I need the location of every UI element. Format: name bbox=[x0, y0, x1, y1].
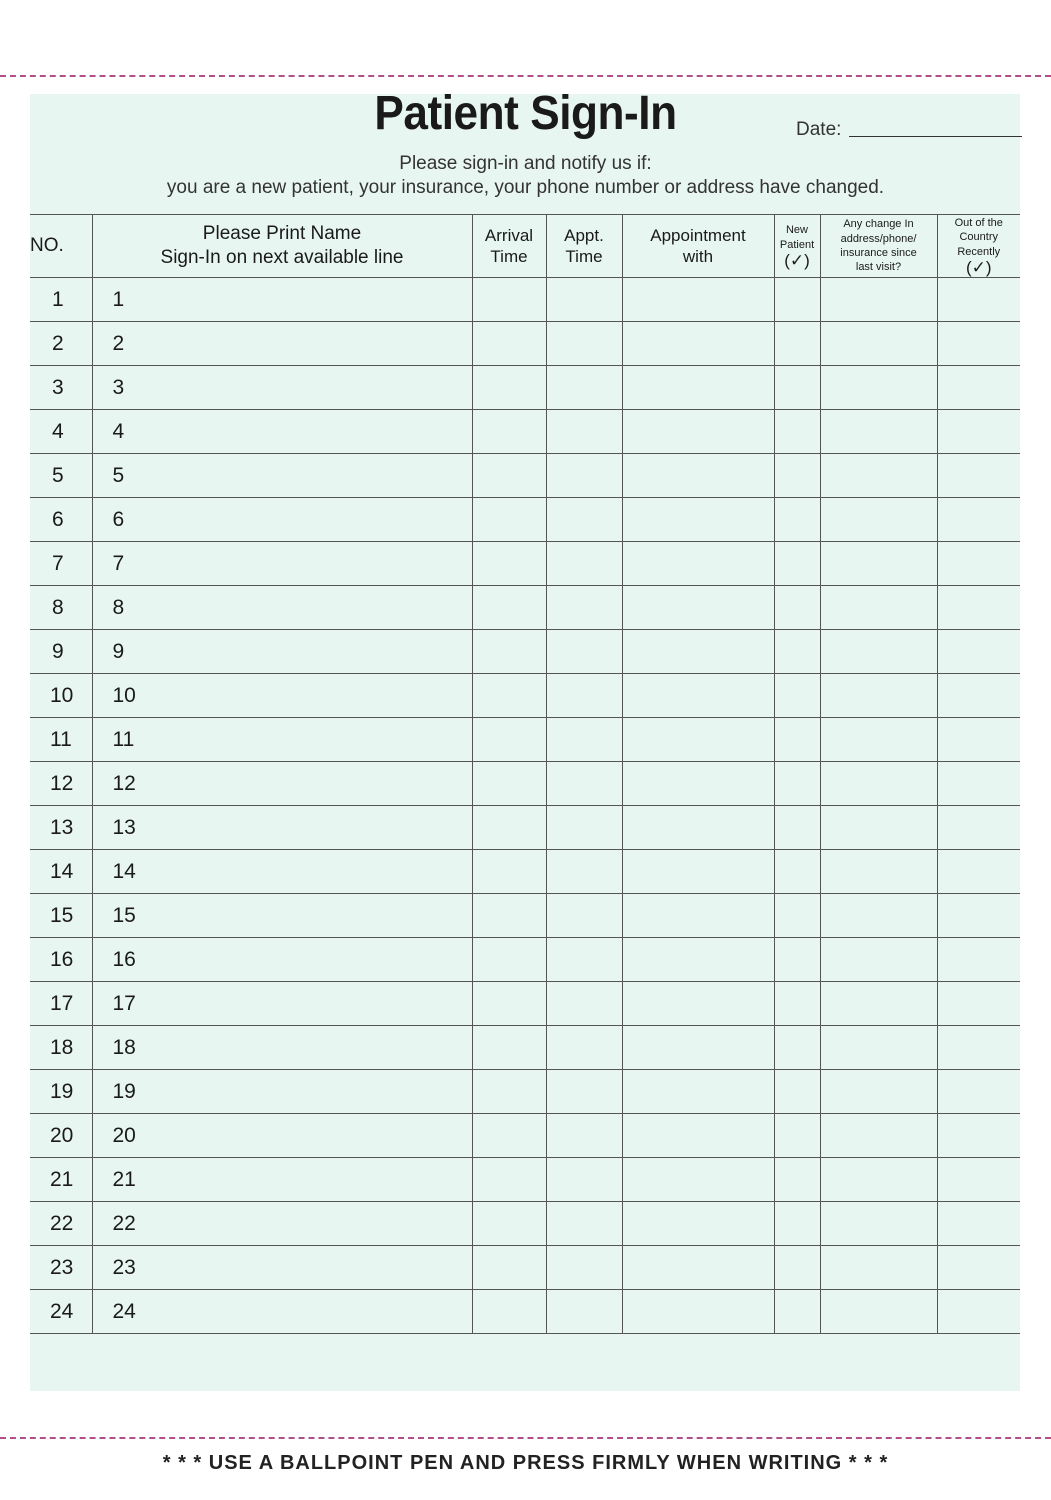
arrival-time-field[interactable] bbox=[472, 498, 546, 542]
new-patient-checkbox[interactable] bbox=[774, 1202, 820, 1246]
appointment-with-field[interactable] bbox=[622, 1246, 774, 1290]
any-change-checkbox[interactable] bbox=[820, 718, 937, 762]
row-number: 17 bbox=[30, 982, 92, 1026]
any-change-checkbox[interactable] bbox=[820, 410, 937, 454]
table-row bbox=[30, 1246, 1020, 1290]
out-of-country-checkbox[interactable] bbox=[937, 322, 1020, 366]
arrival-time-field[interactable] bbox=[472, 410, 546, 454]
row-number: 22 bbox=[30, 1202, 92, 1246]
appt-time-field[interactable] bbox=[546, 322, 622, 366]
name-field[interactable]: 3 bbox=[92, 366, 472, 410]
row-number: 23 bbox=[30, 1246, 92, 1290]
row-number: 6 bbox=[30, 498, 92, 542]
appt-time-field[interactable] bbox=[546, 1290, 622, 1334]
row-number: 19 bbox=[30, 1070, 92, 1114]
new-patient-checkbox[interactable] bbox=[774, 1290, 820, 1334]
any-change-checkbox[interactable] bbox=[820, 498, 937, 542]
table-row bbox=[30, 850, 1020, 894]
table-row bbox=[30, 1026, 1020, 1070]
appt-time-field[interactable] bbox=[546, 410, 622, 454]
new-patient-checkbox[interactable] bbox=[774, 1026, 820, 1070]
name-field[interactable]: 11 bbox=[92, 718, 472, 762]
appointment-with-field[interactable] bbox=[622, 1158, 774, 1202]
appointment-with-field[interactable] bbox=[622, 938, 774, 982]
appt-time-field[interactable] bbox=[546, 718, 622, 762]
arrival-time-field[interactable] bbox=[472, 894, 546, 938]
table-row bbox=[30, 762, 1020, 806]
name-field[interactable]: 21 bbox=[92, 1158, 472, 1202]
new-patient-checkbox[interactable] bbox=[774, 498, 820, 542]
table-row bbox=[30, 322, 1020, 366]
arrival-time-field[interactable] bbox=[472, 982, 546, 1026]
appointment-with-field[interactable] bbox=[622, 1114, 774, 1158]
out-of-country-checkbox[interactable] bbox=[937, 366, 1020, 410]
name-field[interactable]: 2 bbox=[92, 322, 472, 366]
appt-time-field[interactable] bbox=[546, 806, 622, 850]
table-row bbox=[30, 630, 1020, 674]
appt-time-field[interactable] bbox=[546, 366, 622, 410]
col-header-appt-time: Appt. Time bbox=[546, 215, 622, 278]
new-patient-checkbox[interactable] bbox=[774, 542, 820, 586]
out-of-country-checkbox[interactable] bbox=[937, 498, 1020, 542]
appt-time-field[interactable] bbox=[546, 586, 622, 630]
table-row bbox=[30, 674, 1020, 718]
appointment-with-field[interactable] bbox=[622, 982, 774, 1026]
arrival-time-field[interactable] bbox=[472, 1290, 546, 1334]
appointment-with-field[interactable] bbox=[622, 718, 774, 762]
out-of-country-checkbox[interactable] bbox=[937, 586, 1020, 630]
any-change-checkbox[interactable] bbox=[820, 1202, 937, 1246]
arrival-time-field[interactable] bbox=[472, 1246, 546, 1290]
row-number: 24 bbox=[30, 1290, 92, 1334]
name-field[interactable]: 19 bbox=[92, 1070, 472, 1114]
appt-time-field[interactable] bbox=[546, 1158, 622, 1202]
any-change-checkbox[interactable] bbox=[820, 454, 937, 498]
col-header-arrival-time: Arrival Time bbox=[472, 215, 546, 278]
any-change-checkbox[interactable] bbox=[820, 674, 937, 718]
arrival-time-field[interactable] bbox=[472, 1070, 546, 1114]
new-patient-checkbox[interactable] bbox=[774, 718, 820, 762]
row-number: 13 bbox=[30, 806, 92, 850]
row-number: 11 bbox=[30, 718, 92, 762]
any-change-checkbox[interactable] bbox=[820, 1070, 937, 1114]
appointment-with-field[interactable] bbox=[622, 806, 774, 850]
new-patient-checkbox[interactable] bbox=[774, 1070, 820, 1114]
appt-time-field[interactable] bbox=[546, 1070, 622, 1114]
out-of-country-checkbox[interactable] bbox=[937, 850, 1020, 894]
appt-time-field[interactable] bbox=[546, 938, 622, 982]
arrival-time-field[interactable] bbox=[472, 806, 546, 850]
table-row bbox=[30, 454, 1020, 498]
arrival-time-field[interactable] bbox=[472, 1202, 546, 1246]
appointment-with-field[interactable] bbox=[622, 586, 774, 630]
bottom-perforation-line bbox=[0, 1437, 1051, 1439]
arrival-time-field[interactable] bbox=[472, 718, 546, 762]
out-of-country-checkbox[interactable] bbox=[937, 718, 1020, 762]
appt-time-field[interactable] bbox=[546, 1202, 622, 1246]
footer-instruction: * * * USE A BALLPOINT PEN AND PRESS FIRMLY WHEN WRITING * * * bbox=[162, 1452, 889, 1474]
appt-time-field[interactable] bbox=[546, 674, 622, 718]
row-number: 12 bbox=[30, 762, 92, 806]
out-of-country-checkbox[interactable] bbox=[937, 1202, 1020, 1246]
table-row bbox=[30, 718, 1020, 762]
table-row bbox=[30, 1114, 1020, 1158]
new-patient-checkbox[interactable] bbox=[774, 1114, 820, 1158]
out-of-country-checkbox[interactable] bbox=[937, 542, 1020, 586]
name-field[interactable]: 7 bbox=[92, 542, 472, 586]
table-row bbox=[30, 806, 1020, 850]
row-number: 20 bbox=[30, 1114, 92, 1158]
name-field[interactable]: 12 bbox=[92, 762, 472, 806]
name-field[interactable]: 16 bbox=[92, 938, 472, 982]
appointment-with-field[interactable] bbox=[622, 850, 774, 894]
row-number: 15 bbox=[30, 894, 92, 938]
appointment-with-field[interactable] bbox=[622, 410, 774, 454]
top-perforation-line bbox=[0, 75, 1051, 77]
out-of-country-checkbox[interactable] bbox=[937, 1290, 1020, 1334]
col-header-out-of-country: Out of the Country Recently (✓) bbox=[937, 215, 1020, 278]
any-change-checkbox[interactable] bbox=[820, 1026, 937, 1070]
row-number: 1 bbox=[30, 278, 92, 322]
out-of-country-checkbox[interactable] bbox=[937, 674, 1020, 718]
any-change-checkbox[interactable] bbox=[820, 1114, 937, 1158]
new-patient-checkbox[interactable] bbox=[774, 762, 820, 806]
new-patient-checkbox[interactable] bbox=[774, 982, 820, 1026]
col-header-no: NO. bbox=[30, 215, 92, 278]
row-number: 21 bbox=[30, 1158, 92, 1202]
header-row bbox=[30, 215, 1020, 278]
appointment-with-field[interactable] bbox=[622, 454, 774, 498]
new-patient-checkbox[interactable] bbox=[774, 894, 820, 938]
row-number: 8 bbox=[30, 586, 92, 630]
out-of-country-checkbox[interactable] bbox=[937, 630, 1020, 674]
date-field[interactable] bbox=[849, 136, 1022, 137]
appointment-with-field[interactable] bbox=[622, 630, 774, 674]
col-header-new-patient: New Patient (✓) bbox=[774, 215, 820, 278]
arrival-time-field[interactable] bbox=[472, 850, 546, 894]
arrival-time-field[interactable] bbox=[472, 1158, 546, 1202]
out-of-country-checkbox[interactable] bbox=[937, 410, 1020, 454]
out-of-country-checkbox[interactable] bbox=[937, 894, 1020, 938]
row-number: 14 bbox=[30, 850, 92, 894]
out-of-country-checkbox[interactable] bbox=[937, 1246, 1020, 1290]
appt-time-field[interactable] bbox=[546, 1114, 622, 1158]
name-field[interactable]: 6 bbox=[92, 498, 472, 542]
new-patient-checkbox[interactable] bbox=[774, 366, 820, 410]
notice-line-1: Please sign-in and notify us if: bbox=[399, 153, 652, 174]
any-change-checkbox[interactable] bbox=[820, 586, 937, 630]
row-number: 16 bbox=[30, 938, 92, 982]
any-change-checkbox[interactable] bbox=[820, 938, 937, 982]
arrival-time-field[interactable] bbox=[472, 454, 546, 498]
any-change-checkbox[interactable] bbox=[820, 894, 937, 938]
new-patient-checkbox[interactable] bbox=[774, 586, 820, 630]
name-field[interactable]: 24 bbox=[92, 1290, 472, 1334]
name-field[interactable]: 17 bbox=[92, 982, 472, 1026]
appointment-with-field[interactable] bbox=[622, 674, 774, 718]
appt-time-field[interactable] bbox=[546, 630, 622, 674]
name-field[interactable]: 20 bbox=[92, 1114, 472, 1158]
appointment-with-field[interactable] bbox=[622, 542, 774, 586]
appointment-with-field[interactable] bbox=[622, 1026, 774, 1070]
appt-time-field[interactable] bbox=[546, 762, 622, 806]
any-change-checkbox[interactable] bbox=[820, 1246, 937, 1290]
new-patient-checkbox[interactable] bbox=[774, 454, 820, 498]
appt-time-field[interactable] bbox=[546, 1026, 622, 1070]
appointment-with-field[interactable] bbox=[622, 1202, 774, 1246]
appt-time-field[interactable] bbox=[546, 278, 622, 322]
sign-in-table bbox=[30, 214, 1020, 1334]
table-row bbox=[30, 498, 1020, 542]
out-of-country-checkbox[interactable] bbox=[937, 762, 1020, 806]
table-row bbox=[30, 938, 1020, 982]
table-row bbox=[30, 1070, 1020, 1114]
any-change-checkbox[interactable] bbox=[820, 1158, 937, 1202]
new-patient-checkbox[interactable] bbox=[774, 1158, 820, 1202]
arrival-time-field[interactable] bbox=[472, 322, 546, 366]
arrival-time-field[interactable] bbox=[472, 1026, 546, 1070]
any-change-checkbox[interactable] bbox=[820, 1290, 937, 1334]
table-row bbox=[30, 1158, 1020, 1202]
out-of-country-checkbox[interactable] bbox=[937, 278, 1020, 322]
new-patient-checkbox[interactable] bbox=[774, 850, 820, 894]
any-change-checkbox[interactable] bbox=[820, 806, 937, 850]
any-change-checkbox[interactable] bbox=[820, 762, 937, 806]
any-change-checkbox[interactable] bbox=[820, 982, 937, 1026]
row-number: 7 bbox=[30, 542, 92, 586]
form-title: Patient Sign-In bbox=[374, 87, 677, 140]
out-of-country-checkbox[interactable] bbox=[937, 1070, 1020, 1114]
appt-time-field[interactable] bbox=[546, 894, 622, 938]
arrival-time-field[interactable] bbox=[472, 586, 546, 630]
appt-time-field[interactable] bbox=[546, 1246, 622, 1290]
appointment-with-field[interactable] bbox=[622, 1290, 774, 1334]
col-header-name: Please Print Name Sign-In on next available line bbox=[92, 215, 472, 278]
name-field[interactable]: 14 bbox=[92, 850, 472, 894]
out-of-country-checkbox[interactable] bbox=[937, 454, 1020, 498]
appt-time-field[interactable] bbox=[546, 454, 622, 498]
name-field[interactable]: 22 bbox=[92, 1202, 472, 1246]
new-patient-checkbox[interactable] bbox=[774, 630, 820, 674]
table-row bbox=[30, 542, 1020, 586]
row-number: 3 bbox=[30, 366, 92, 410]
out-of-country-checkbox[interactable] bbox=[937, 1114, 1020, 1158]
new-patient-checkbox[interactable] bbox=[774, 1246, 820, 1290]
out-of-country-checkbox[interactable] bbox=[937, 982, 1020, 1026]
row-number: 9 bbox=[30, 630, 92, 674]
out-of-country-checkbox[interactable] bbox=[937, 1026, 1020, 1070]
arrival-time-field[interactable] bbox=[472, 1114, 546, 1158]
appointment-with-field[interactable] bbox=[622, 1070, 774, 1114]
any-change-checkbox[interactable] bbox=[820, 322, 937, 366]
name-field[interactable]: 10 bbox=[92, 674, 472, 718]
arrival-time-field[interactable] bbox=[472, 630, 546, 674]
row-number: 2 bbox=[30, 322, 92, 366]
appointment-with-field[interactable] bbox=[622, 366, 774, 410]
out-of-country-checkbox[interactable] bbox=[937, 1158, 1020, 1202]
name-field[interactable]: 4 bbox=[92, 410, 472, 454]
appt-time-field[interactable] bbox=[546, 982, 622, 1026]
arrival-time-field[interactable] bbox=[472, 938, 546, 982]
row-number: 18 bbox=[30, 1026, 92, 1070]
arrival-time-field[interactable] bbox=[472, 762, 546, 806]
new-patient-checkbox[interactable] bbox=[774, 410, 820, 454]
row-number: 4 bbox=[30, 410, 92, 454]
table-row bbox=[30, 894, 1020, 938]
arrival-time-field[interactable] bbox=[472, 278, 546, 322]
name-field[interactable]: 8 bbox=[92, 586, 472, 630]
appt-time-field[interactable] bbox=[546, 498, 622, 542]
table-row bbox=[30, 982, 1020, 1026]
appt-time-field[interactable] bbox=[546, 850, 622, 894]
any-change-checkbox[interactable] bbox=[820, 850, 937, 894]
arrival-time-field[interactable] bbox=[472, 542, 546, 586]
notice-line-2: you are a new patient, your insurance, your phone number or address have changed. bbox=[166, 177, 885, 198]
appointment-with-field[interactable] bbox=[622, 894, 774, 938]
appointment-with-field[interactable] bbox=[622, 322, 774, 366]
name-field[interactable]: 9 bbox=[92, 630, 472, 674]
appt-time-field[interactable] bbox=[546, 542, 622, 586]
name-field[interactable]: 15 bbox=[92, 894, 472, 938]
new-patient-checkbox[interactable] bbox=[774, 322, 820, 366]
col-header-any-change: Any change In address/phone/ insurance since last visit? bbox=[820, 215, 937, 278]
out-of-country-checkbox[interactable] bbox=[937, 938, 1020, 982]
name-field[interactable]: 18 bbox=[92, 1026, 472, 1070]
name-field[interactable]: 5 bbox=[92, 454, 472, 498]
checkmark-icon: (✓) bbox=[784, 250, 810, 270]
table-row bbox=[30, 586, 1020, 630]
out-of-country-checkbox[interactable] bbox=[937, 806, 1020, 850]
appointment-with-field[interactable] bbox=[622, 762, 774, 806]
new-patient-checkbox[interactable] bbox=[774, 938, 820, 982]
name-field[interactable]: 13 bbox=[92, 806, 472, 850]
any-change-checkbox[interactable] bbox=[820, 366, 937, 410]
name-field[interactable]: 23 bbox=[92, 1246, 472, 1290]
appointment-with-field[interactable] bbox=[622, 278, 774, 322]
table-row bbox=[30, 278, 1020, 322]
new-patient-checkbox[interactable] bbox=[774, 806, 820, 850]
new-patient-checkbox[interactable] bbox=[774, 674, 820, 718]
name-field[interactable]: 1 bbox=[92, 278, 472, 322]
new-patient-checkbox[interactable] bbox=[774, 278, 820, 322]
table-row bbox=[30, 1290, 1020, 1334]
date-label: Date: bbox=[796, 119, 842, 140]
arrival-time-field[interactable] bbox=[472, 674, 546, 718]
any-change-checkbox[interactable] bbox=[820, 542, 937, 586]
table-row bbox=[30, 366, 1020, 410]
any-change-checkbox[interactable] bbox=[820, 630, 937, 674]
any-change-checkbox[interactable] bbox=[820, 278, 937, 322]
appointment-with-field[interactable] bbox=[622, 498, 774, 542]
col-header-appointment-with: Appointment with bbox=[622, 215, 774, 278]
table-row bbox=[30, 410, 1020, 454]
row-number: 5 bbox=[30, 454, 92, 498]
arrival-time-field[interactable] bbox=[472, 366, 546, 410]
row-number: 10 bbox=[30, 674, 92, 718]
checkmark-icon: (✓) bbox=[965, 257, 992, 277]
table-row bbox=[30, 1202, 1020, 1246]
